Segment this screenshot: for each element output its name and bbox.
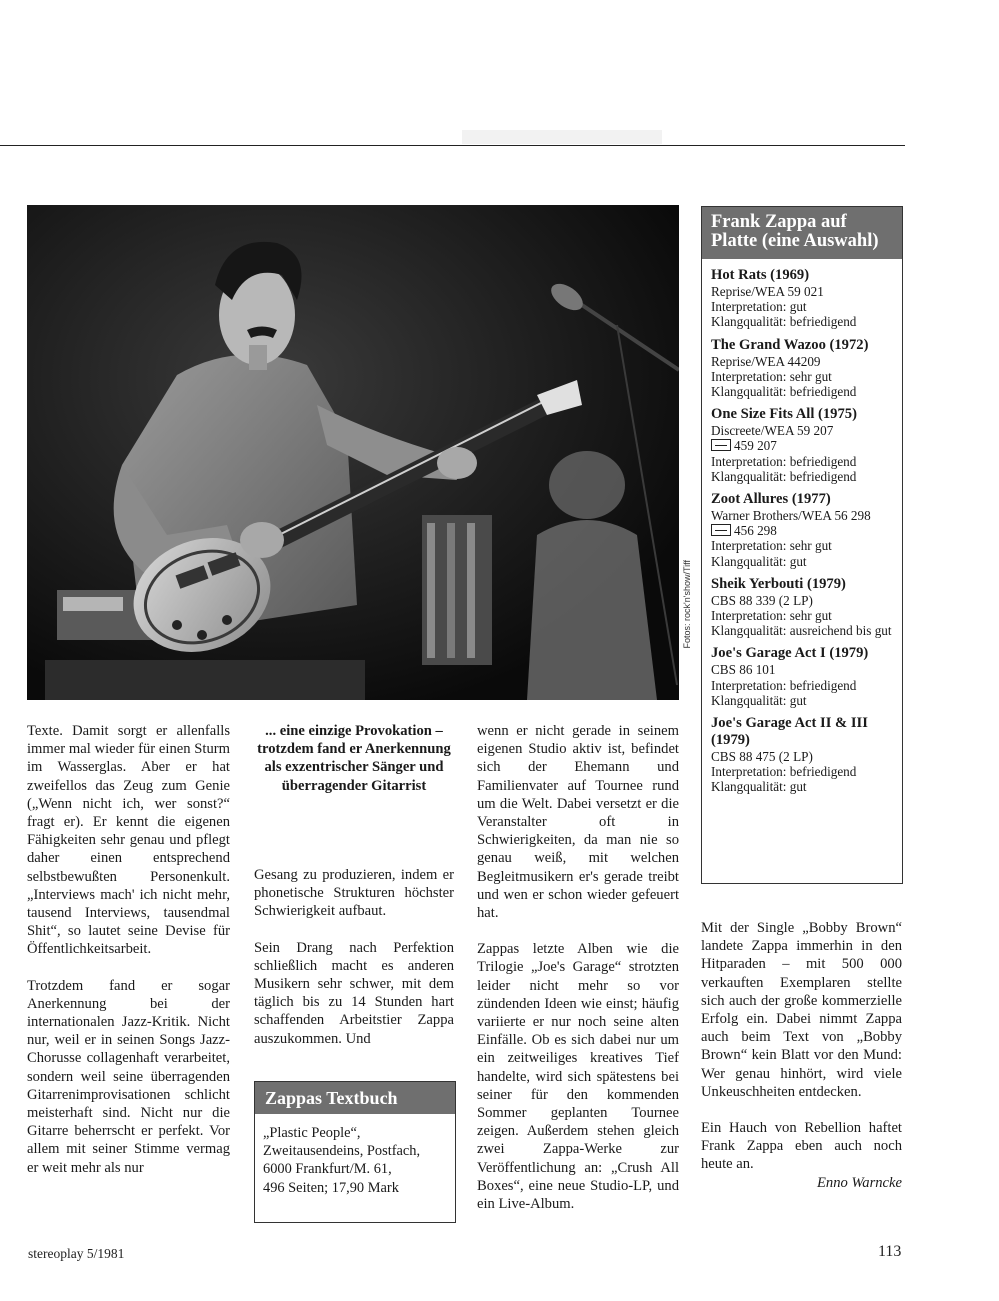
album-entry [711,715,893,795]
issue-label: stereoplay 5/1981 [28,1246,125,1261]
header-rule [0,145,905,146]
album-label: Warner Brothers/WEA 56 298 [711,508,871,524]
album-title: Zoot Allures (1977) [711,491,831,508]
paragraph: Gesang zu produzieren, indem er phonetische Strukturen höchster Schwierigkeit aufbaut. [254,867,454,920]
album-entry [711,267,893,330]
album-sound-quality: Klangqualität: befriedigend [711,314,857,330]
cassette-icon [711,524,731,536]
article-column-1 [27,722,230,1195]
album-interpretation: Interpretation: gut [711,299,807,315]
album-interpretation: Interpretation: sehr gut [711,608,832,624]
discography-title: Frank Zappa auf Platte (eine Auswahl) [702,207,902,259]
cassette-number: 459 207 [734,438,777,454]
album-title: One Size Fits All (1975) [711,406,857,423]
paragraph: Trotzdem fand er sogar Anerkennung bei der internationalen Jazz-Kritik. Nicht nur, weil er in seinen Songs Jazz-Chorusse collagenhaft verarbeitet, sondern weil seine überragenden Gitarrenimprovisationen schlicht meisterhaft sind. Nicht nur die Gitarre beherrscht er perfekt. Vor allem mit seiner Stimme vermag er weit mehr als nur [27,977,230,1176]
album-entry [711,576,893,639]
paragraph: wenn er nicht gerade in seinem eigenen Studio aktiv ist, befindet sich der Ehemann und Familienvater auf Tournee rund um die Welt. Dabei versetzt er die Veranstalter oft in Schwierigkeiten, da man nie so genau weiß, mit welchen Begleitmusikern er's gerade treibt und wen er schon wieder gefeuert hat. [477,723,679,922]
album-interpretation: Interpretation: befriedigend [711,677,857,693]
album-title: Sheik Yerbouti (1979) [711,575,846,592]
paragraph: Mit der Single „Bobby Brown“ landete Zappa immerhin in den Hitparaden – mit 500 000 verkauften Exemplaren stellte sich auch der große kommerzielle Erfolg ein. Dabei nimmt Zappa auch beim Text von „Bobby Brown“ kein Blatt vor den Mund: Wer genau hinhört, wird viele Unkeuschheiten entdecken. [701,920,902,1100]
paragraph: Ein Hauch von Rebellion haftet Frank Zappa eben auch noch heute an. [701,1120,902,1173]
album-entry [711,645,893,708]
album-title: Joe's Garage Act I (1979) [711,645,869,662]
textbook-box [254,1081,456,1223]
textbook-title: Zappas Textbuch [255,1082,455,1114]
paragraph: Zappas letzte Alben wie die Trilogie „Joe's Garage“ strotzten leider nicht mehr so vor zündenden Ideen wie einst; häufig variierte er nur noch seine alten Einfälle. Ob es sich dabei nur um ein zeitweiliges kreatives Tief handelte, wird sich spätestens bei seiner für den kommenden Sommer geplanten Tournee zeigen. Außerdem stehen gleich zwei Zappa-Werke zur Veröffentlichung an: „Crush All Boxes“, eine neue Studio-LP, und ein Live-Album. [477,941,679,1213]
album-label: CBS 88 475 (2 LP) [711,749,813,765]
textbook-line: 496 Seiten; 17,90 Mark [263,1179,399,1196]
album-sound-quality: Klangqualität: befriedigend [711,384,857,400]
album-title: Joe's Garage Act II & III (1979) [711,715,868,749]
album-sound-quality: Klangqualität: gut [711,692,807,708]
pull-quote: ... eine einzige Provokation – trotzdem fand er Anerkennung als exzentrischer Sänger und überragender Gitarrist [257,723,451,794]
album-label: Discreete/WEA 59 207 [711,423,834,439]
page-number: 113 [878,1243,902,1260]
album-label: CBS 88 339 (2 LP) [711,592,813,608]
album-entry [711,337,893,400]
album-entry [711,491,893,569]
album-title: Hot Rats (1969) [711,267,810,283]
album-interpretation: Interpretation: befriedigend [711,453,857,469]
album-interpretation: Interpretation: sehr gut [711,368,832,384]
album-entry [711,406,893,484]
album-label: CBS 86 101 [711,662,776,678]
photo-credit: Fotos: rock'n'show/Tiff [682,560,692,649]
discography-box [701,206,903,884]
album-interpretation: Interpretation: befriedigend [711,764,857,780]
album-sound-quality: Klangqualität: gut [711,553,807,569]
concert-photo [27,205,679,700]
textbook-line: 6000 Frankfurt/M. 61, [263,1161,392,1178]
cassette-number: 456 298 [734,523,777,539]
article-column-2 [254,866,454,1066]
album-title: The Grand Wazoo (1972) [711,336,869,353]
author-signature: Enno Warncke [817,1174,902,1191]
album-label: Reprise/WEA 59 021 [711,284,824,299]
article-column-4 [701,919,902,1192]
article-column-3 [477,722,679,1231]
faint-bleedthrough-logo [462,20,662,144]
album-interpretation: Interpretation: sehr gut [711,538,832,554]
textbook-line: „Plastic People“, Zweitausendeins, Postfach, [263,1125,421,1160]
album-cassette-number [711,523,893,538]
textbook-details [255,1114,455,1207]
album-sound-quality: Klangqualität: befriedigend [711,468,857,484]
paragraph: Texte. Damit sorgt er allenfalls immer mal wieder für einen Sturm im Wasserglas. Aber er hat zweifellos das Zeug zum Genie („Wenn nicht ich, wer sonst?“ fragt er). Er kennt die eigenen Fähigkeiten sehr genau und pflegt daher einen entsprechend selbstbewußten Personenkult. „Interviews mach' ich nicht mehr, tausend Interviews, tausendmal Shit“, so lautet seine Devise für Öffentlichkeitsarbeit. [27,723,230,958]
album-cassette-number [711,438,893,453]
cassette-icon [711,439,731,451]
discography-list [702,259,902,810]
paragraph: Sein Drang nach Perfektion schließlich macht es anderen Musikern sehr schwer, mit dem täglich bis zu 14 Stunden hart schaffenden Arbeitstier Zappa auszukommen. Und [254,939,454,1047]
album-sound-quality: Klangqualität: ausreichend bis gut [711,623,892,639]
album-sound-quality: Klangqualität: gut [711,779,807,795]
album-label: Reprise/WEA 44209 [711,353,821,369]
